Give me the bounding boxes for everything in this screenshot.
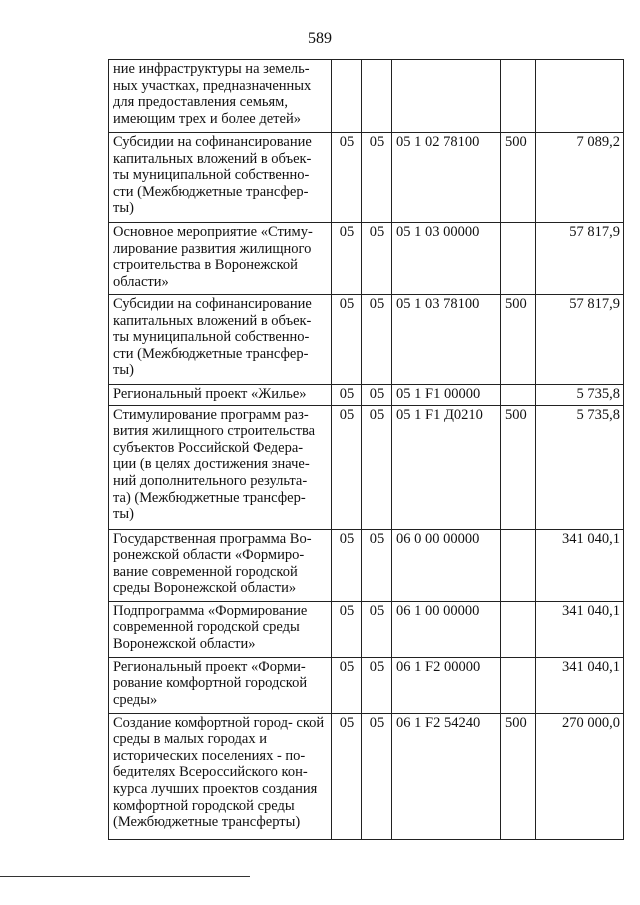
- row-amount: 7 089,2: [536, 133, 624, 223]
- row-name: Подпрограмма «Формирование современной городской среды Воронежской области»: [109, 601, 332, 657]
- row-target-article: 06 1 F2 54240: [392, 713, 501, 839]
- row-section-code: 05: [332, 405, 362, 529]
- row-subsection-code: [362, 60, 392, 133]
- row-amount: [536, 60, 624, 133]
- row-expense-type: [501, 529, 536, 601]
- row-amount: 341 040,1: [536, 657, 624, 713]
- row-target-article: 05 1 03 78100: [392, 295, 501, 385]
- row-section-code: [332, 60, 362, 133]
- row-name: Государственная программа Во- ронежской области «Формиро- вание современной городской среды Воронежской области»: [109, 529, 332, 601]
- row-target-article: 05 1 F1 00000: [392, 385, 501, 406]
- table-row: [109, 405, 624, 529]
- table-row: [109, 223, 624, 295]
- row-section-code: 05: [332, 529, 362, 601]
- row-subsection-code: 05: [362, 713, 392, 839]
- row-expense-type: [501, 385, 536, 406]
- row-expense-type: [501, 223, 536, 295]
- row-subsection-code: 05: [362, 295, 392, 385]
- table-row: [109, 713, 624, 839]
- row-expense-type: [501, 60, 536, 133]
- row-amount: 341 040,1: [536, 601, 624, 657]
- row-amount: 57 817,9: [536, 295, 624, 385]
- row-name: Создание комфортной город- ской среды в малых городах и исторических поселениях - по- бедителях Всероссийского кон- курса лучших проектов создания комфортной городской среды (Межбюджетные трансферты): [109, 713, 332, 839]
- page-number: 589: [308, 30, 332, 47]
- row-amount: 5 735,8: [536, 385, 624, 406]
- row-amount: 341 040,1: [536, 529, 624, 601]
- row-amount: 57 817,9: [536, 223, 624, 295]
- row-target-article: 05 1 F1 Д0210: [392, 405, 501, 529]
- row-name: Стимулирование программ раз- вития жилищного строительства субъектов Российской Федера- ции (в целях достижения значе- ний дополнительного результа- та) (Межбюджетные трансфер- ты): [109, 405, 332, 529]
- row-target-article: 06 0 00 00000: [392, 529, 501, 601]
- row-section-code: 05: [332, 295, 362, 385]
- table-row: [109, 133, 624, 223]
- table-row: [109, 385, 624, 406]
- table-row: [109, 60, 624, 133]
- table-row: [109, 529, 624, 601]
- row-section-code: 05: [332, 601, 362, 657]
- row-expense-type: 500: [501, 133, 536, 223]
- row-target-article: 05 1 03 00000: [392, 223, 501, 295]
- row-expense-type: [501, 657, 536, 713]
- row-name: Региональный проект «Форми- рование комфортной городской среды»: [109, 657, 332, 713]
- row-expense-type: 500: [501, 295, 536, 385]
- row-target-article: 05 1 02 78100: [392, 133, 501, 223]
- row-subsection-code: 05: [362, 223, 392, 295]
- row-subsection-code: 05: [362, 405, 392, 529]
- row-section-code: 05: [332, 133, 362, 223]
- row-name: Региональный проект «Жилье»: [109, 385, 332, 406]
- footnote-separator: [0, 876, 250, 877]
- table-row: [109, 657, 624, 713]
- row-expense-type: [501, 601, 536, 657]
- row-subsection-code: 05: [362, 657, 392, 713]
- table-row: [109, 601, 624, 657]
- budget-table: [108, 59, 624, 840]
- row-section-code: 05: [332, 713, 362, 839]
- row-section-code: 05: [332, 657, 362, 713]
- row-name: ние инфраструктуры на земель- ных участках, предназначенных для предоставления семьям, имеющим трех и более детей»: [109, 60, 332, 133]
- row-name: Субсидии на софинансирование капитальных вложений в объек- ты муниципальной собственно- сти (Межбюджетные трансфер- ты): [109, 133, 332, 223]
- row-section-code: 05: [332, 223, 362, 295]
- row-target-article: 06 1 00 00000: [392, 601, 501, 657]
- row-subsection-code: 05: [362, 601, 392, 657]
- row-name: Субсидии на софинансирование капитальных вложений в объек- ты муниципальной собственно- сти (Межбюджетные трансфер- ты): [109, 295, 332, 385]
- row-amount: 5 735,8: [536, 405, 624, 529]
- row-amount: 270 000,0: [536, 713, 624, 839]
- row-name: Основное мероприятие «Стиму- лирование развития жилищного строительства в Воронежской области»: [109, 223, 332, 295]
- row-target-article: [392, 60, 501, 133]
- row-expense-type: 500: [501, 713, 536, 839]
- row-subsection-code: 05: [362, 529, 392, 601]
- row-section-code: 05: [332, 385, 362, 406]
- row-subsection-code: 05: [362, 133, 392, 223]
- row-expense-type: 500: [501, 405, 536, 529]
- row-subsection-code: 05: [362, 385, 392, 406]
- table-row: [109, 295, 624, 385]
- row-target-article: 06 1 F2 00000: [392, 657, 501, 713]
